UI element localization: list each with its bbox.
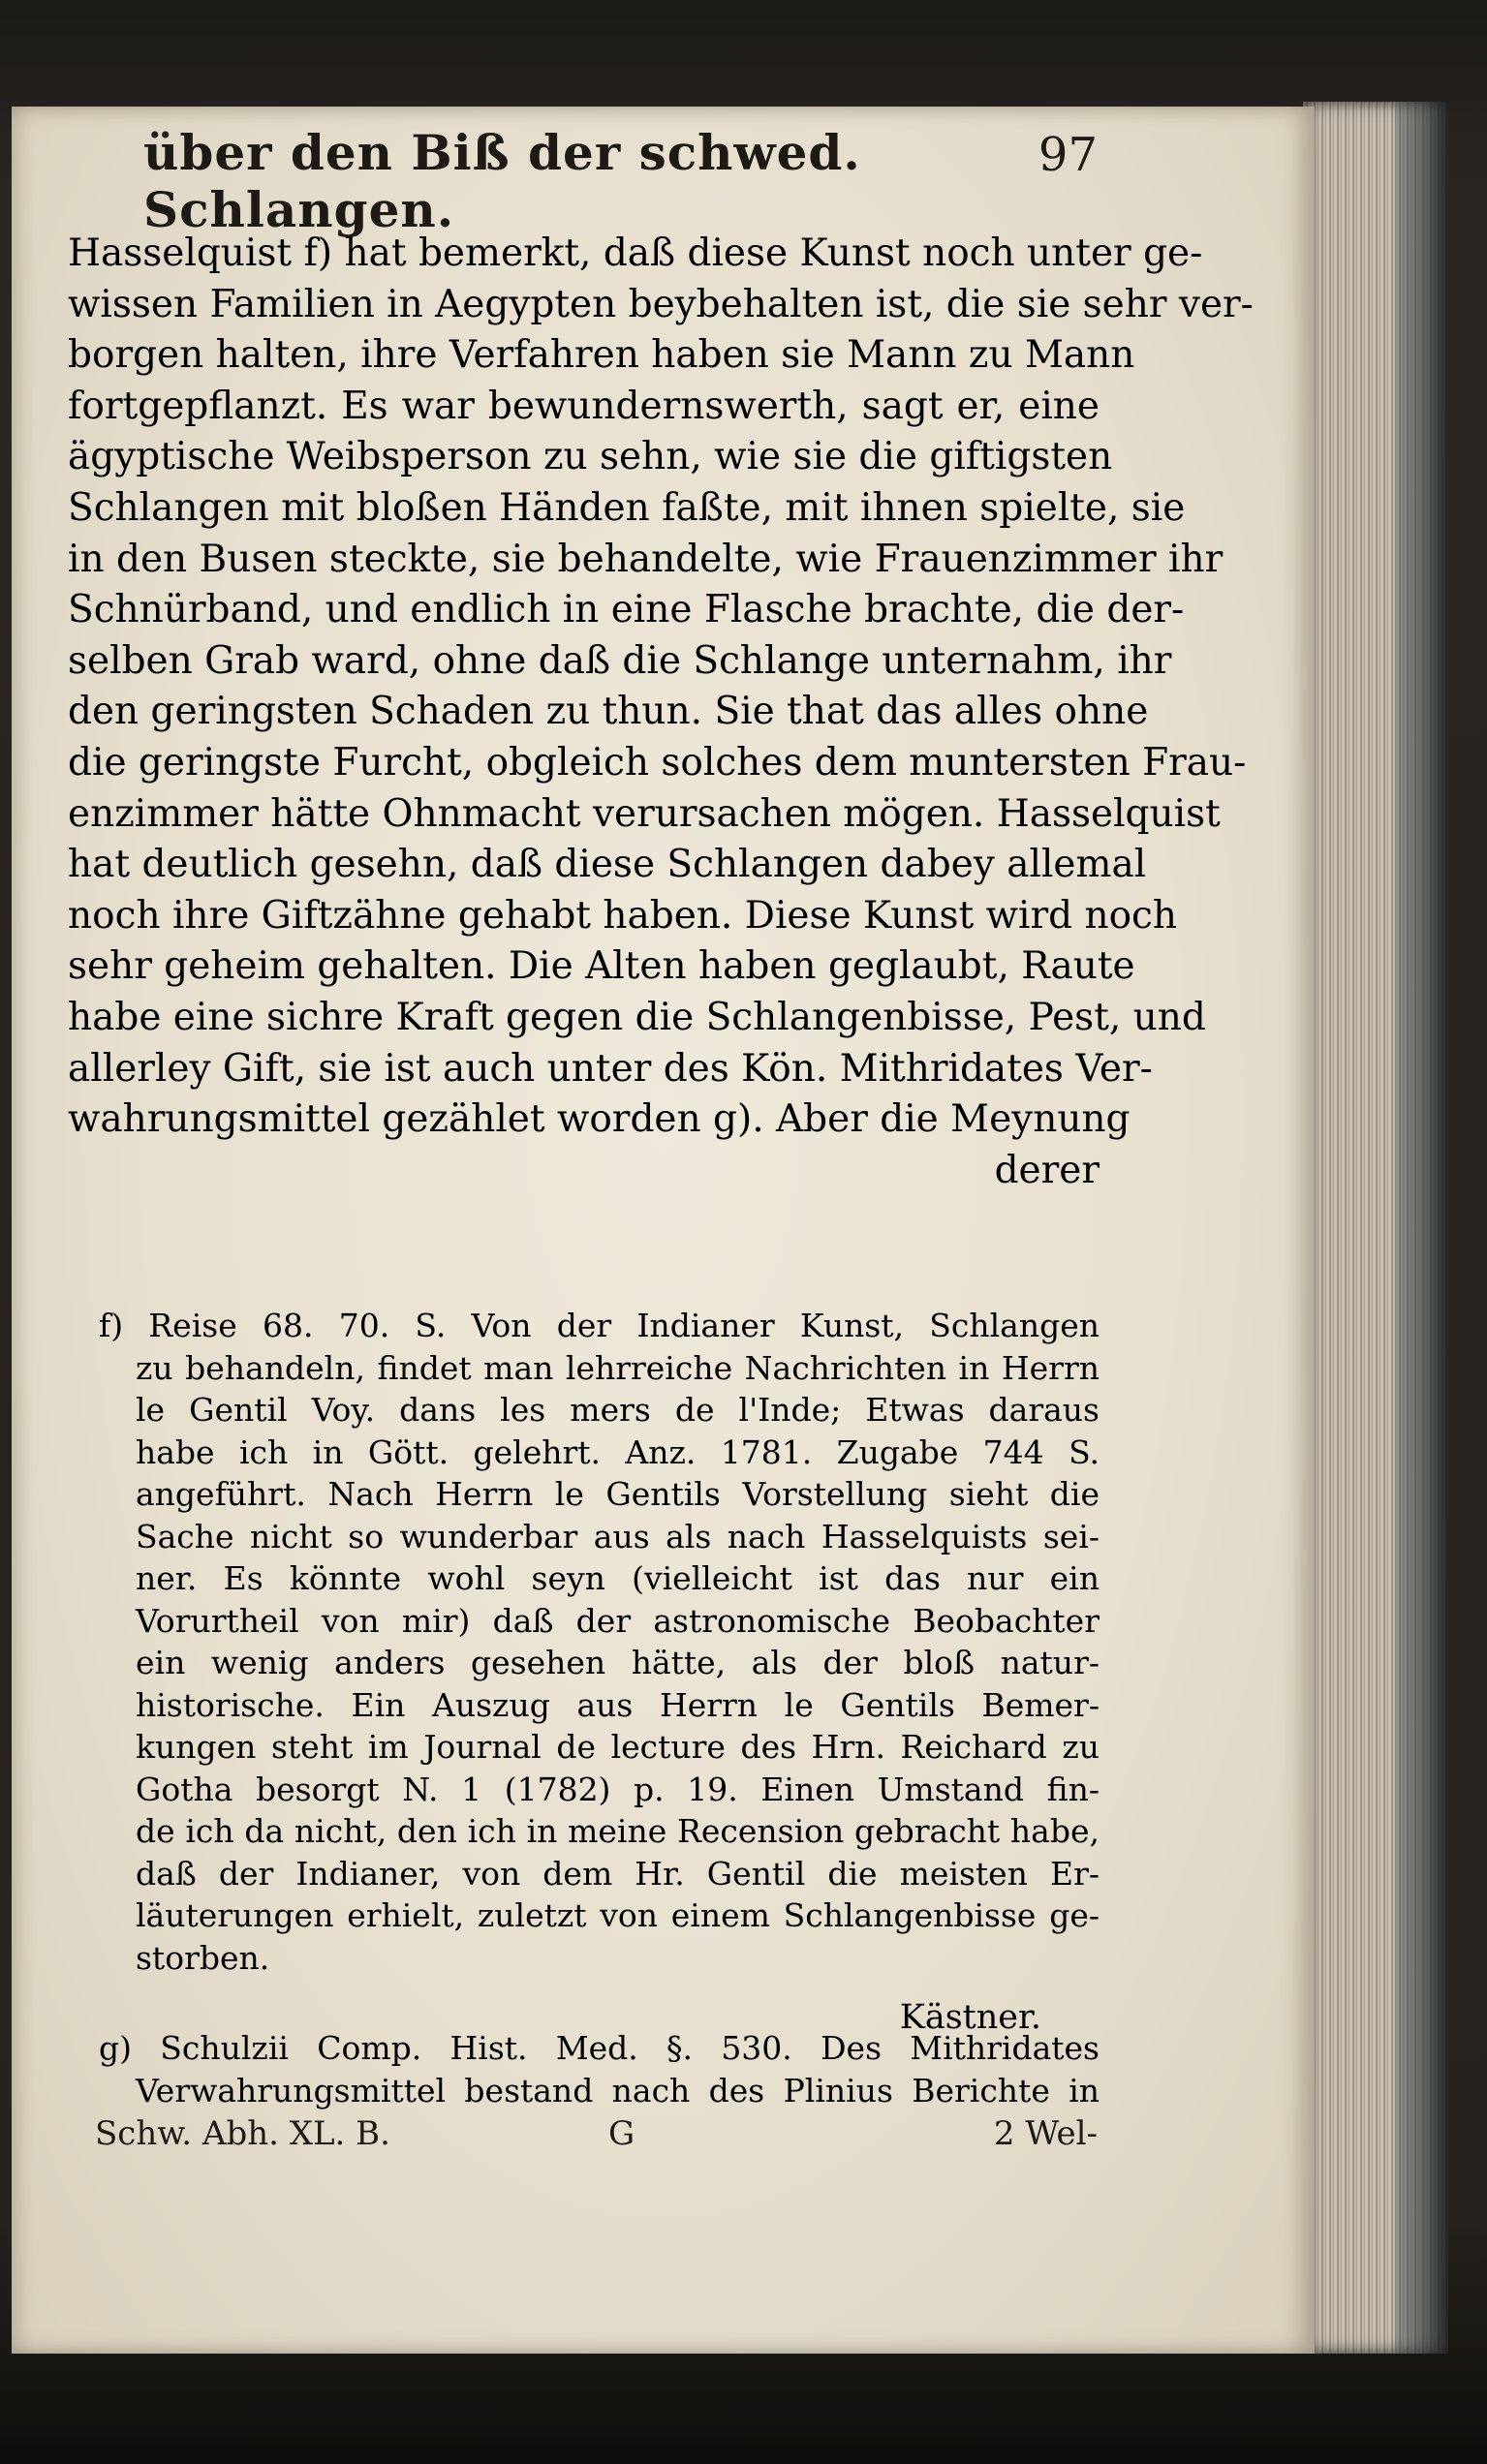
footnote-line: ner. Es könnte wohl seyn (vielleicht ist das nur ein [136,1559,1100,1597]
footnote-line: Verwahrungsmittel bestand nach des Plinius Berichte in [136,2071,1100,2110]
running-title: über den Biß der schwed. Schlangen. [143,124,861,238]
body-line: Schnürband, und endlich in eine Flasche brachte, die der- [68,588,1185,632]
catchword: derer [994,1148,1100,1192]
body-line: noch ihre Giftzähne gehabt haben. Diese Kunst wird noch [68,893,1178,938]
book-page-edges [1303,102,1448,2354]
running-head [85,124,1098,238]
body-line: ägyptische Weibsperson zu sehn, wie sie die giftigsten [68,435,1113,479]
footnote-line: daß der Indianer, von dem Hr. Gentil die meisten Er- [136,1854,1100,1893]
body-line: Schlangen mit bloßen Händen faßte, mit ihnen spielte, sie [68,485,1186,530]
body-line: habe eine sichre Kraft gegen die Schlangenbisse, Pest, und [68,995,1206,1039]
footnote-line: historische. Ein Auszug aus Herrn le Gentils Bemer- [136,1685,1100,1724]
body-line: selben Grab ward, ohne daß die Schlange unternahm, ihr [68,638,1172,683]
body-line: hat deutlich gesehn, daß diese Schlangen dabey allemal [68,843,1147,887]
footnote-line: storben. [136,1938,270,1977]
footnote-line: kungen steht im Journal de lecture des Hrn. Reichard zu [136,1728,1100,1766]
footnote-line: zu behandeln, findet man lehrreiche Nachrichten in Herrn [136,1348,1100,1387]
body-line: Hasselquist f) hat bemerkt, daß diese Kunst noch unter ge- [68,231,1203,275]
body-line: den geringsten Schaden zu thun. Sie that das alles ohne [68,690,1149,734]
body-line: in den Busen steckte, sie behandelte, wie Frauenzimmer ihr [68,537,1224,581]
footnote-line: f) Reise 68. 70. S. Von der Indianer Kunst, Schlangen [99,1307,1100,1344]
body-line: wissen Familien in Aegypten beybehalten ist, die sie sehr ver- [68,282,1254,326]
footnote-line: angeführt. Nach Herrn le Gentils Vorstellung sieht die [136,1475,1100,1513]
body-text [68,229,1254,1196]
sheet-signature: G [608,2114,635,2153]
footnote-line: läuterungen erhielt, zuletzt von einem Schlangenbisse ge- [136,1896,1100,1934]
body-line: fortgepflanzt. Es war bewundernswerth, sagt er, eine [68,384,1100,428]
footnote-line: de ich da nicht, den ich in meine Recension gebracht habe, [136,1812,1100,1850]
footnote-author: Kästner. [899,1998,1041,2037]
footnote-line: g) Schulzii Comp. Hist. Med. §. 530. Des Mithridates [99,2029,1100,2067]
footnote-line: Vorurtheil von mir) daß der astronomische Beobachter [136,1601,1100,1640]
body-line: allerley Gift, sie ist auch unter des Kön. Mithridates Ver- [68,1046,1153,1091]
footnote-line: Gotha besorgt N. 1 (1782) p. 19. Einen Umstand fin- [136,1770,1100,1808]
footnote-line: ein wenig anders gesehen hätte, als der bloß natur- [136,1644,1100,1681]
footnote-line: Sache nicht so wunderbar aus als nach Hasselquists sei- [136,1517,1100,1555]
body-line: die geringste Furcht, obgleich solches dem muntersten Frau- [68,740,1247,785]
catchword-bottom: 2 Wel- [993,2114,1098,2153]
volume-signature: Schw. Abh. XL. B. [95,2114,390,2153]
body-line: sehr geheim gehalten. Die Alten haben geglaubt, Raute [68,944,1135,989]
page-number: 97 [1038,128,1098,182]
body-line: enzimmer hätte Ohnmacht verursachen mögen. Hasselquist [68,791,1221,836]
footnote-line: le Gentil Voy. dans les mers de l'Inde; Etwas daraus [136,1391,1100,1429]
body-line: wahrungsmittel gezählet worden g). Aber die Meynung [68,1097,1131,1142]
footnote-f [68,1305,1100,2047]
footnote-line: habe ich in Gött. gelehrt. Anz. 1781. Zugabe 744 S. [136,1432,1100,1471]
body-line: borgen halten, ihre Verfahren haben sie Mann zu Mann [68,333,1135,378]
footnote-g [68,2027,1100,2111]
signature-line [95,2114,1098,2163]
